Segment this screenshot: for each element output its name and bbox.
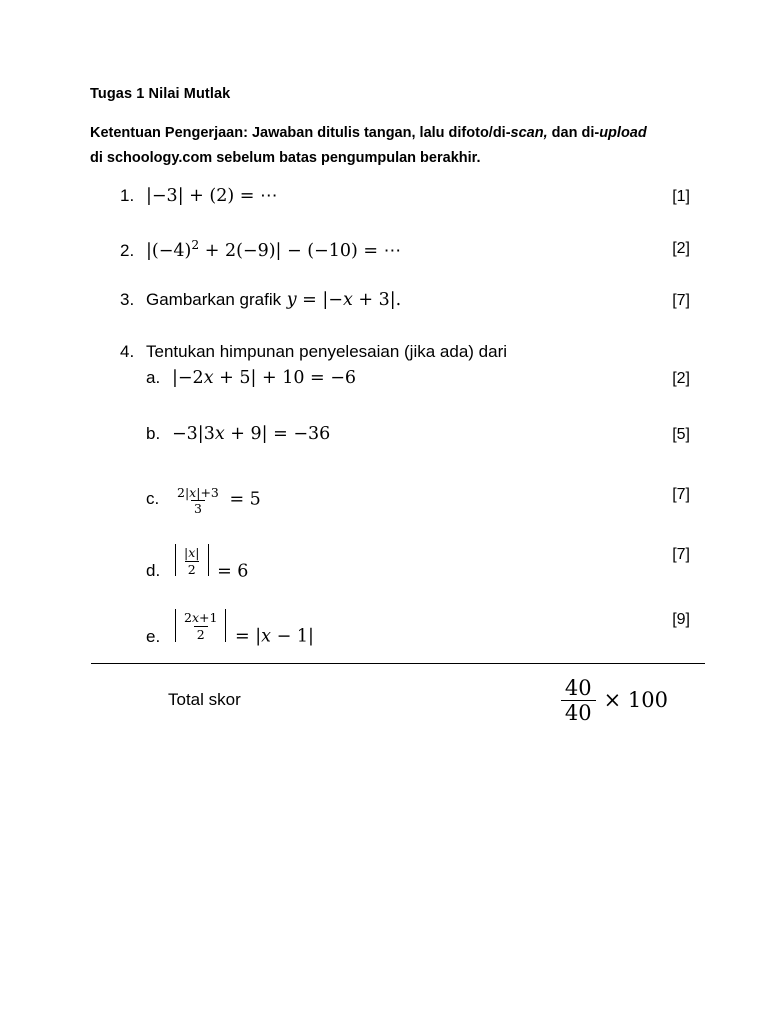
sub-problem-mark: [9] bbox=[672, 611, 690, 629]
expr-variable: x bbox=[203, 367, 214, 388]
page-title: Tugas 1 Nilai Mutlak bbox=[90, 86, 231, 102]
problem-number: 4. bbox=[120, 341, 135, 361]
total-score-row bbox=[90, 664, 706, 725]
problem-expression bbox=[146, 238, 401, 261]
sub-problem-expression bbox=[172, 609, 314, 646]
fraction bbox=[181, 610, 220, 642]
expr-part: = 6 bbox=[217, 561, 249, 582]
fraction-denominator: 3 bbox=[191, 500, 205, 517]
problem-body bbox=[120, 290, 401, 310]
expr-part: 2| bbox=[177, 484, 190, 500]
instructions-part3: di schoology.com sebelum batas pengumpulan berakhir. bbox=[90, 150, 481, 167]
abs-bar-left bbox=[175, 544, 176, 576]
problem-row bbox=[90, 342, 712, 362]
sub-problem-row bbox=[90, 368, 712, 398]
sub-problem-mark: [7] bbox=[672, 546, 690, 563]
fraction-numerator bbox=[174, 485, 222, 501]
fraction-denominator: 2 bbox=[194, 626, 208, 643]
expr-part: |(−4) bbox=[146, 240, 192, 261]
expr-variable: x bbox=[189, 484, 197, 500]
problem-mark: [2] bbox=[672, 239, 690, 257]
sub-problem-label: b. bbox=[146, 423, 161, 443]
expr-variable: x bbox=[261, 626, 272, 647]
expr-part: |+3 bbox=[196, 484, 219, 500]
problem-list bbox=[90, 186, 712, 647]
fraction-denominator: 40 bbox=[561, 700, 596, 725]
problem-expression: |−3| + (2) = ⋯ bbox=[146, 185, 278, 206]
problem-number: 3. bbox=[120, 289, 135, 309]
absolute-value-bars bbox=[172, 609, 229, 641]
sub-problem-mark: [7] bbox=[672, 485, 690, 503]
expr-part: = | bbox=[235, 626, 262, 647]
instructions-italic1: scan, bbox=[510, 125, 548, 141]
sub-problem-body bbox=[146, 544, 248, 581]
expr-part: − 1| bbox=[276, 626, 314, 647]
expr-exponent: 2 bbox=[191, 237, 200, 252]
problem-body bbox=[120, 238, 401, 261]
sub-problem-expression bbox=[172, 484, 261, 516]
expr-part: + 5| + 10 = −6 bbox=[219, 367, 357, 388]
expr-part: = 5 bbox=[229, 489, 261, 510]
problem-expression bbox=[281, 290, 401, 310]
fraction-numerator bbox=[181, 610, 220, 626]
abs-bar-left bbox=[175, 609, 176, 641]
sub-problem-label: d. bbox=[146, 561, 161, 581]
sub-problem-row bbox=[90, 484, 712, 516]
expr-part: = |− bbox=[302, 289, 343, 310]
sub-problem-label: c. bbox=[146, 489, 160, 509]
sub-problem-mark: [5] bbox=[672, 425, 690, 443]
problem-number: 2. bbox=[120, 240, 135, 260]
fraction-denominator: 2 bbox=[185, 561, 199, 578]
sub-problem-body bbox=[146, 609, 314, 646]
instructions-italic2: upload bbox=[599, 125, 647, 141]
sub-problem-body bbox=[146, 368, 356, 388]
expr-part: |−2 bbox=[172, 367, 204, 388]
problem-body bbox=[120, 186, 277, 206]
expr-variable: y bbox=[286, 289, 297, 310]
problem-mark: [1] bbox=[672, 187, 690, 205]
score-multiplier: × 100 bbox=[603, 688, 668, 713]
expr-part: +1 bbox=[199, 610, 218, 626]
expr-part: + 9| = −36 bbox=[230, 423, 331, 444]
sub-problem-body bbox=[146, 424, 330, 444]
instructions-part2: dan di- bbox=[547, 125, 600, 141]
expr-part: + 2(−9)| − (−10) = ⋯ bbox=[199, 240, 402, 261]
abs-bar-right bbox=[225, 609, 226, 641]
sub-problem-row bbox=[90, 609, 712, 646]
sub-problem-expression bbox=[172, 544, 248, 581]
problem-row bbox=[90, 290, 712, 320]
total-score-value bbox=[561, 676, 668, 725]
expr-variable: x bbox=[188, 545, 196, 560]
instructions-label: Ketentuan Pengerjaan: bbox=[90, 125, 248, 141]
sub-problem-expression bbox=[172, 424, 330, 444]
sub-problem-label: e. bbox=[146, 626, 161, 646]
problem-number: 1. bbox=[120, 185, 135, 205]
problem-text: Tentukan himpunan penyelesaian (jika ada) dari bbox=[146, 341, 508, 361]
fraction bbox=[181, 545, 203, 577]
expr-variable: x bbox=[214, 423, 225, 444]
fraction-numerator: 40 bbox=[564, 675, 592, 700]
problem-mark: [7] bbox=[672, 291, 690, 309]
sub-problem-list bbox=[90, 368, 712, 647]
expr-part: 2 bbox=[184, 610, 192, 626]
total-score-label: Total skor bbox=[168, 690, 241, 710]
sub-problem-row bbox=[90, 424, 712, 454]
sub-problem-label: a. bbox=[146, 367, 161, 387]
expr-part: + 3|. bbox=[358, 289, 402, 310]
sub-problem-body bbox=[146, 484, 261, 516]
problem-text: Gambarkan grafik bbox=[146, 289, 282, 309]
instructions-part1: Jawaban ditulis tangan, lalu difoto/di- bbox=[247, 125, 511, 141]
problem-row bbox=[90, 186, 712, 216]
expr-part: −3|3 bbox=[172, 423, 215, 444]
instructions-paragraph bbox=[90, 121, 650, 172]
sub-problem-row bbox=[90, 544, 712, 581]
expr-variable: x bbox=[191, 610, 200, 626]
abs-bar-right bbox=[208, 544, 209, 576]
sub-problem-mark: [2] bbox=[672, 369, 690, 387]
absolute-value-bars bbox=[172, 544, 212, 576]
sub-problem-expression bbox=[172, 368, 356, 388]
fraction bbox=[174, 485, 222, 517]
expr-variable: x bbox=[342, 289, 353, 310]
fraction bbox=[561, 676, 596, 725]
fraction-numerator: |x| bbox=[184, 545, 200, 560]
problem-row bbox=[90, 238, 712, 268]
